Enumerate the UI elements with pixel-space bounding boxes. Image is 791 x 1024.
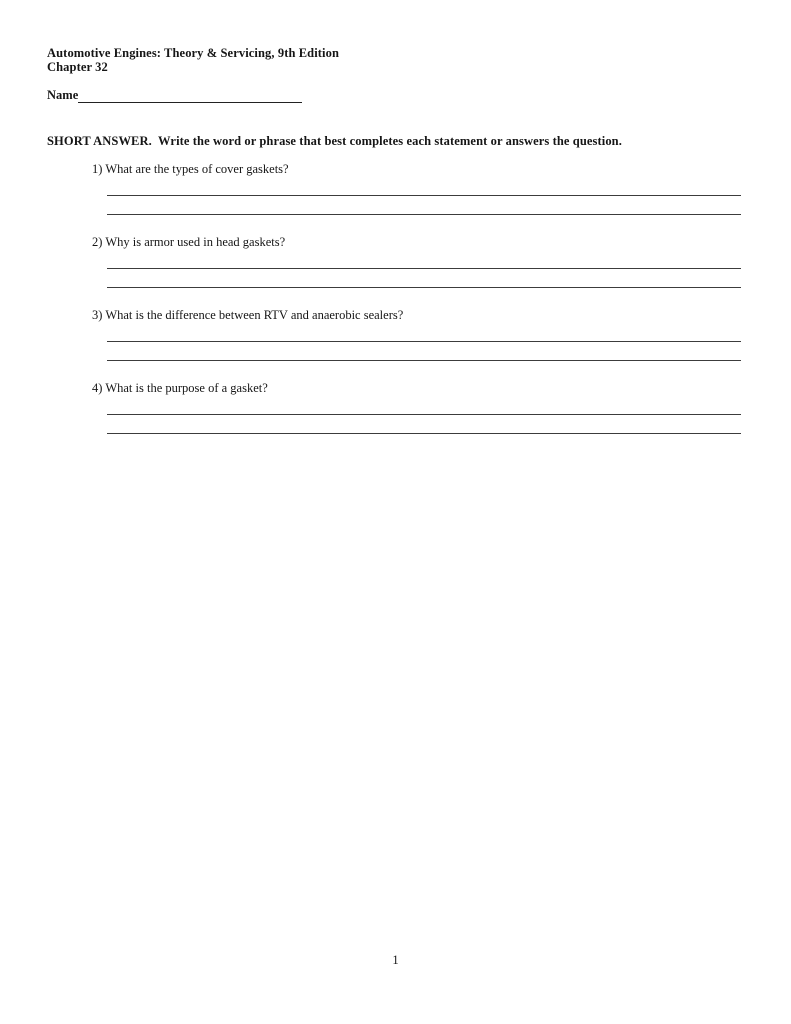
document-header bbox=[47, 46, 339, 74]
question-block-4 bbox=[47, 381, 741, 434]
name-blank-line bbox=[78, 89, 302, 103]
book-title: Automotive Engines: Theory & Servicing, 9th Edition bbox=[47, 46, 340, 60]
question-text bbox=[92, 162, 741, 177]
questions-section bbox=[47, 162, 741, 454]
question-body: What are the types of cover gaskets? bbox=[105, 162, 289, 176]
answer-line bbox=[107, 268, 741, 269]
question-text bbox=[92, 381, 741, 396]
question-number: 4) bbox=[92, 381, 103, 395]
question-block-2 bbox=[47, 235, 741, 288]
question-text bbox=[92, 308, 741, 323]
question-number: 2) bbox=[92, 235, 103, 249]
question-block-1 bbox=[47, 162, 741, 215]
question-body: What is the difference between RTV and anaerobic sealers? bbox=[105, 308, 404, 322]
name-row bbox=[47, 88, 302, 103]
question-body: What is the purpose of a gasket? bbox=[105, 381, 268, 395]
answer-line bbox=[107, 414, 741, 415]
question-number: 3) bbox=[92, 308, 103, 322]
answer-line bbox=[107, 360, 741, 361]
question-text bbox=[92, 235, 741, 250]
answer-line bbox=[107, 214, 741, 215]
question-number: 1) bbox=[92, 162, 103, 176]
question-block-3 bbox=[47, 308, 741, 361]
page-number: 1 bbox=[392, 953, 399, 967]
instructions-text: SHORT ANSWER. Write the word or phrase that best completes each statement or answers the question. bbox=[47, 134, 622, 148]
answer-line bbox=[107, 287, 741, 288]
chapter-label: Chapter 32 bbox=[47, 60, 108, 74]
answer-line bbox=[107, 341, 741, 342]
answer-line bbox=[107, 195, 741, 196]
name-label: Name bbox=[47, 88, 79, 102]
answer-line bbox=[107, 433, 741, 434]
question-body: Why is armor used in head gaskets? bbox=[105, 235, 286, 249]
